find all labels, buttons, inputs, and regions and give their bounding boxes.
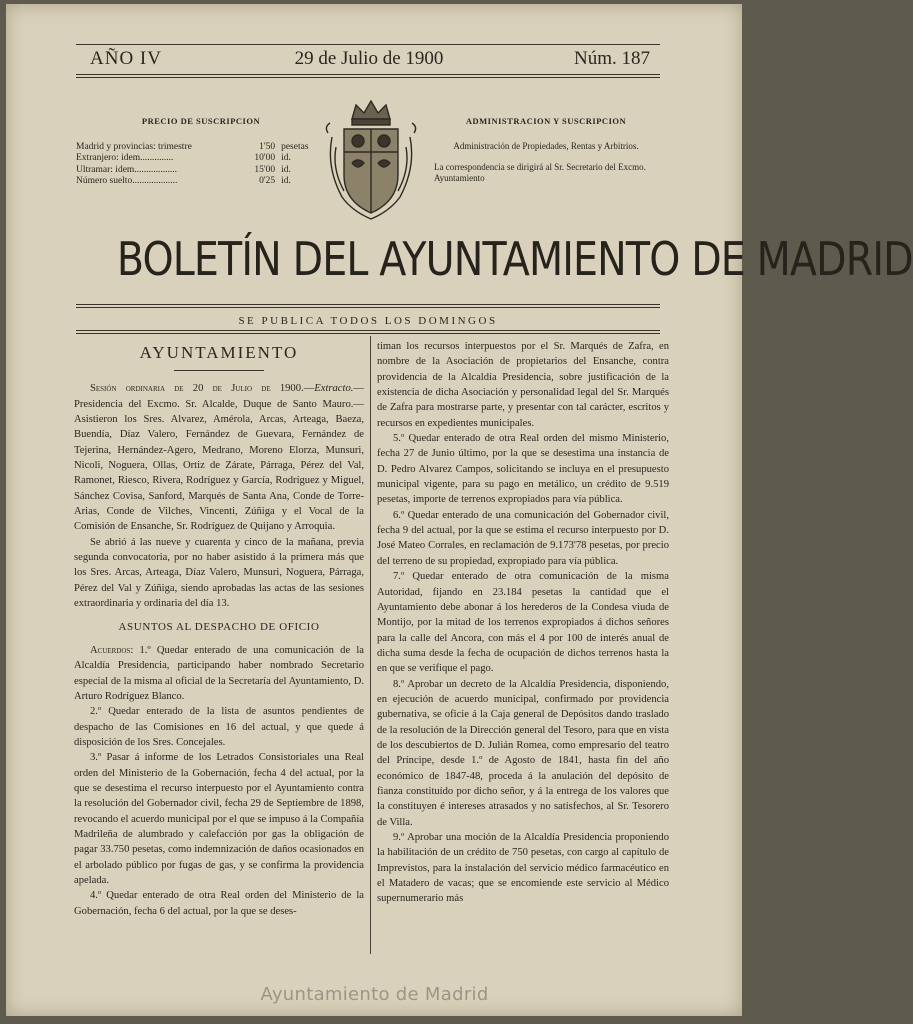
tagline-rule-2	[76, 333, 660, 334]
agreement-item: timan los recursos interpuestos por el Sr. Marqués de Zafra, en nombre de la Asociación de propietarios del Ensanche, contra providencia de la Alcaldía Presidencia, sobre justificación de la existencia de dicha Asociación y personalidad legal del Sr. Marqués de Zafra para mostrarse parte, y presentar con tal carácter, escritos y recursos en expedientes municipales.	[377, 341, 669, 429]
subscription-title: PRECIO DE SUSCRIPCION	[141, 116, 261, 126]
publication-tagline: SE PUBLICA TODOS LOS DOMINGOS	[238, 315, 498, 327]
agreement-item: 5.º Quedar enterado de otra Real orden del mismo Ministerio, fecha 27 de Junio último, por la que se desestima una instancia de D. Pedro Alvarez Campos, solicitando se incluya en el presupuesto municipal vigente, para su pago en metálico, un crédito de 9.519 pesetas, importe de terrenos expropiados para vía pública.	[377, 433, 669, 506]
tagline-rule-1	[76, 330, 660, 331]
agreement-item: 4.º Quedar enterado de otra Real orden del Ministerio de la Gobernación, fecha 6 del actual, por la que se deses-	[74, 890, 364, 917]
header-rule-1	[76, 74, 660, 75]
issue-year: AÑO IV	[90, 48, 162, 69]
subscription-prices	[76, 116, 326, 188]
price-row: Ultramar: idem.................. 15'00 id.	[76, 164, 291, 175]
column-divider	[370, 336, 371, 954]
masthead-rule-2	[76, 307, 660, 308]
section-subheading: ASUNTOS AL DESPACHO DE OFICIO	[118, 620, 320, 633]
section-title: AYUNTAMIENTO	[139, 343, 299, 362]
administration-info	[426, 116, 666, 184]
masthead-rule-1	[76, 304, 660, 305]
right-column	[377, 339, 669, 907]
masthead-title: BOLETÍN DEL AYUNTAMIENTO DE MADRID	[116, 232, 913, 286]
newspaper-page	[6, 4, 913, 1016]
session-attendees: —Presidencia del Excmo. Sr. Alcalde, Duque de Santo Mauro.—Asistieron los Sres. Alvarez, Amérola, Arcas, Arteaga, Baeza, Buendía, Díaz Valero, Fernández de Guevara, Fernández de Tejerina, Hernández-Agero, Medrano, Moreno Elorza, Munsuri, Nicoli, Noguera, Ollas, Ortiz de Zárate, Párraga, Pérez del Val, Ramonet, Riesco, Rivera, Rodríguez y García, Rodríguez y Miguel, Sánchez Covisa, Sanford, Marqués de Santa Ana, Conde de Torre-Arias, Conde de Vilches, Vincenti, Zúñiga y el Vocal de la Comisión de Ensanche, Sr. Rodríguez de Quijano y Arroquia.	[74, 383, 364, 533]
opening-paragraph: Se abrió á las nueve y cuarenta y cinco de la mañana, previa segunda convocatoria, por no haber asistido á la primera más que los Sres. Arcas, Arteaga, Díaz Valero, Munsuri, Noguera, Párraga, Pérez del Val y Zúñiga, siendo aprobadas las actas de las sesiones extraordinaria y ordinaria del día 13.	[74, 536, 364, 610]
left-column	[74, 339, 364, 919]
agreement-item: 7.º Quedar enterado de otra comunicación de la misma Autoridad, fijando en 23.184 pesetas la cantidad que el Ayuntamiento debe abonar á los herederos de la Condesa viuda de Montijo, por la mitad de los terrenos expropiados á dichos señores para la calle del Ancora, con más el 4 por 100 de interés anual de dicha suma desde la fecha de ocupación de dichos terrenos hasta la en que se verifique el pago.	[377, 571, 669, 675]
agreement-item: 8.º Aprobar un decreto de la Alcaldía Presidencia, disponiendo, en ejecución de acuerdo municipal, confirmado por providencia gubernativa, se oficie á la Caja general de Depósitos dando traslado de la resolución de la Dirección general del Tesoro, para que en vista de los descubiertos de D. Julián Romea, como empresario del teatro del Príncipe, desde 1.º de Agosto de 1841, hasta fin del año económico de 1847-48, proceda á la anulación del depósito de fianza constituído por dicho señor, y á la entrega de los valores que la constituyen é intereses atrasados y no satisfechos, al Sr. Tesorero de Villa.	[377, 678, 669, 828]
watermark-footer: Ayuntamiento de Madrid	[260, 984, 489, 1005]
header-rule-top	[76, 44, 660, 45]
agreement-item: 3.º Pasar á informe de los Letrados Consistoriales una Real orden del Ministerio de la Gobernación, fecha 4 del actual, por la que se desestima el recurso interpuesto por el Ayuntamiento contra la resolución del Gobernador civil, fecha 29 de Septiembre de 1898, revocando el acuerdo municipal por el que se impuso á la Compañía Madrileña de alumbrado y calefacción por gas la obligación de pagar 33.750 pesetas, como indemnización de daños ocasionados en el arbolado público por fugas de gas, y se confirma la providencia apelada.	[74, 752, 364, 886]
session-paragraph	[74, 381, 364, 534]
agreements-label: Acuerdos:	[90, 644, 134, 656]
agreement-item: 9.º Aprobar una moción de la Alcaldía Presidencia proponiendo la habilitación de un crédito de 750 pesetas, con cargo al capítulo de Imprevistos, para la instalación del servicio médico farmacéutico en el Matadero de vacas; que se encomiende este servicio al Médico supernumerario más	[377, 832, 669, 905]
header-rule-2	[76, 77, 660, 78]
session-extract: Extracto.	[314, 383, 354, 395]
agreement-item: 6.º Quedar enterado de una comunicación del Gobernador civil, fecha 9 del actual, por la que se estima el recurso interpuesto por D. José Mateo Corrales, en reclamación de 9.173'78 pesetas, por precio del terreno de su propiedad, expropiado para vía pública.	[377, 509, 669, 567]
price-row: Número suelto................... 0'25 id.	[76, 176, 291, 186]
issue-number: Núm. 187	[574, 48, 650, 69]
issue-date: 29 de Julio de 1900	[294, 48, 444, 69]
price-row: Madrid y provincias: trimestre 1'50 pesetas	[76, 141, 309, 152]
agreement-item: Acuerdos: 1.º Quedar enterado de una comunicación de la Alcaldía Presidencia, participando haber nombrado Secretario especial de la misma al oficial de la Secretaría del Ayuntamiento, D. Arturo Rodríguez Blanco.	[74, 644, 364, 702]
agreement-item: 2.º Quedar enterado de la lista de asuntos pendientes de despacho de las Comisiones en 16 del actual, y que quede á disposición de los Sres. Concejales.	[74, 706, 364, 748]
session-lead: Sesión ordinaria de 20 de Julio de 1900.—	[90, 383, 315, 395]
administration-title: ADMINISTRACION Y SUSCRIPCION	[465, 116, 627, 126]
section-title-rule	[174, 370, 264, 371]
administration-note: La correspondencia se dirigirá al Sr. Secretario del Excmo. Ayuntamiento	[434, 162, 646, 183]
issue-header	[84, 48, 654, 74]
administration-office: Administración de Propiedades, Rentas y Arbitrios.	[453, 141, 639, 151]
price-row: Extranjero: idem.............. 10'00 id.	[76, 153, 291, 163]
madrid-coat-of-arms-icon	[322, 97, 420, 223]
